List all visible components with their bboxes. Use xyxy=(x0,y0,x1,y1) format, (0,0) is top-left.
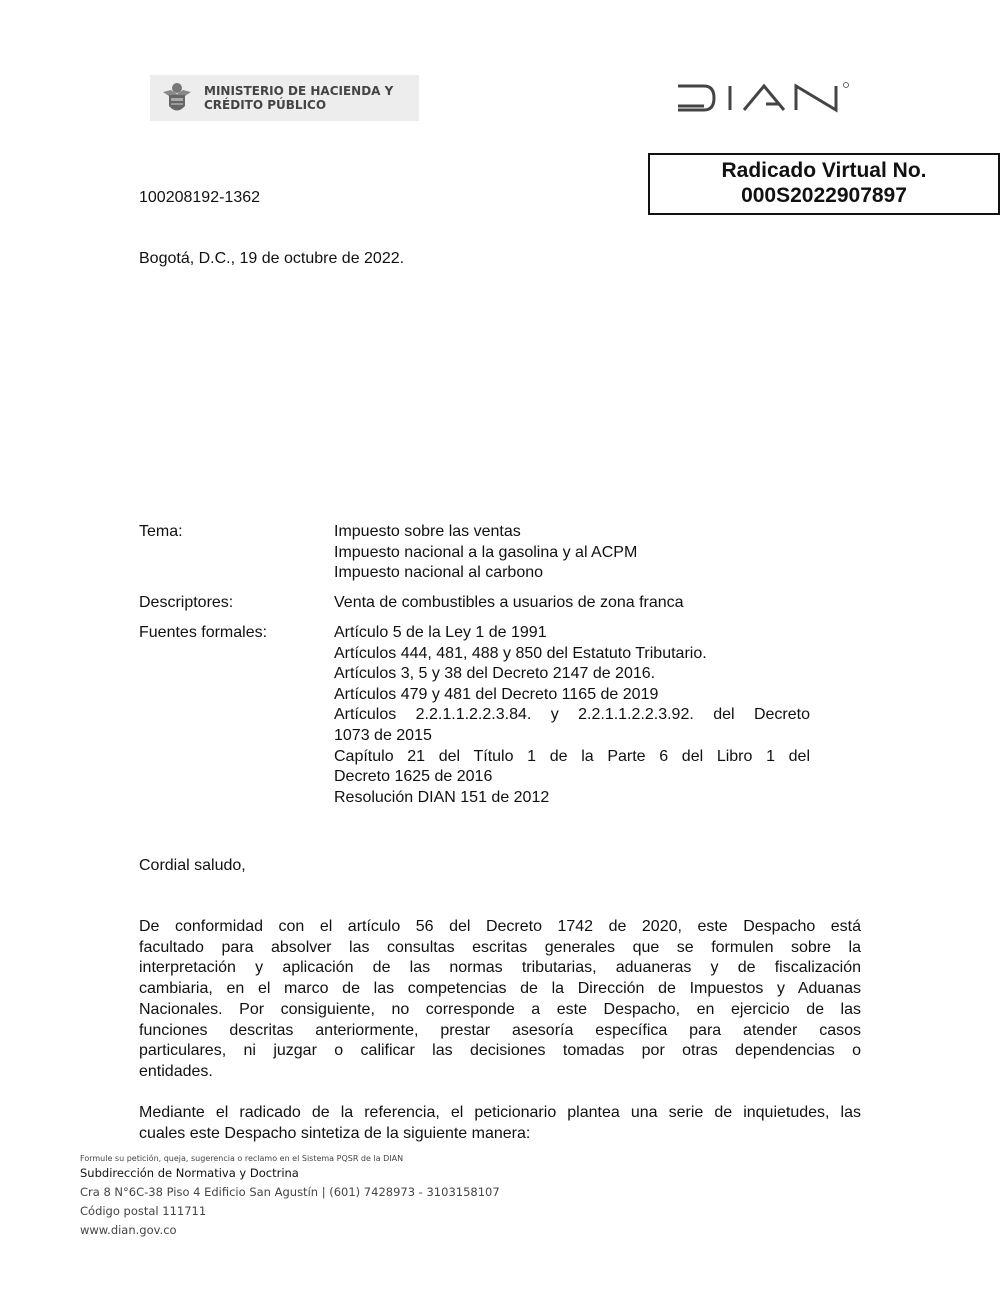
paragraph-line: particulares, ni juzgar o calificar las decisiones tomadas por otras dependencias o xyxy=(139,1042,861,1060)
footer-postal: Código postal 111711 xyxy=(80,1204,207,1218)
footer-website[interactable]: www.dian.gov.co xyxy=(80,1223,177,1237)
place-date: Bogotá, D.C., 19 de octubre de 2022. xyxy=(139,250,405,267)
ministry-logo xyxy=(150,75,419,121)
tema-values xyxy=(334,522,810,584)
tema-label: Tema: xyxy=(139,523,183,540)
radicado-box xyxy=(648,153,1000,215)
radicado-number: 000S2022907897 xyxy=(741,184,907,207)
paragraph-line: cambiaria, en el marco de las competencias de la Dirección de Impuestos y Aduanas xyxy=(139,980,861,998)
fuente-item: Artículos 2.2.1.1.2.2.3.84. y 2.2.1.1.2.2.3.92. del Decreto xyxy=(334,706,810,724)
ministry-name-line1: MINISTERIO DE HACIENDA Y xyxy=(204,84,394,98)
fuente-item: Capítulo 21 del Título 1 de la Parte 6 del Libro 1 del xyxy=(334,747,810,765)
fuente-item: Resolución DIAN 151 de 2012 xyxy=(334,788,550,806)
ministry-name-line2: CRÉDITO PÚBLICO xyxy=(204,98,327,112)
dian-logo xyxy=(674,80,854,120)
reference-number: 100208192-1362 xyxy=(139,189,261,206)
paragraph-line: Mediante el radicado de la referencia, el peticionario plantea una serie de inquietudes, las xyxy=(139,1104,861,1121)
fuente-item: 1073 de 2015 xyxy=(334,726,432,744)
descriptores-value: Venta de combustibles a usuarios de zona franca xyxy=(334,594,684,611)
footer-address: Cra 8 N°6C-38 Piso 4 Edificio San Agustín | (601) 7428973 - 3103158107 xyxy=(80,1185,500,1199)
greeting: Cordial saludo, xyxy=(139,857,246,874)
footer xyxy=(80,1154,500,1240)
paragraph-1 xyxy=(139,917,861,1083)
footer-office: Subdirección de Normativa y Doctrina xyxy=(80,1166,299,1180)
fuente-item: Decreto 1625 de 2016 xyxy=(334,768,493,786)
paragraph-line: facultado para absolver las consultas escritas generales que se formulen sobre la xyxy=(139,938,861,956)
radicado-label: Radicado Virtual No. xyxy=(721,159,927,182)
fuente-item: Artículos 444, 481, 488 y 850 del Estatuto Tributario. xyxy=(334,644,707,662)
paragraph-line: Nacionales. Por consiguiente, no corresponde a este Despacho, en ejercicio de las xyxy=(139,1000,861,1018)
paragraph-line: entidades. xyxy=(139,1062,213,1080)
footer-note: Formule su petición, queja, sugerencia o reclamo en el Sistema PQSR de la DIAN xyxy=(80,1154,404,1163)
paragraph-line: De conformidad con el artículo 56 del Decreto 1742 de 2020, este Despacho está xyxy=(139,918,861,935)
coat-of-arms-icon xyxy=(157,78,197,118)
paragraph-line: cuales este Despacho sintetiza de la siguiente manera: xyxy=(139,1124,531,1142)
tema-item: Impuesto nacional al carbono xyxy=(334,564,544,582)
paragraph-2 xyxy=(139,1103,861,1144)
tema-item: Impuesto nacional a la gasolina y al ACPM xyxy=(334,543,638,561)
fuente-item: Artículos 3, 5 y 38 del Decreto 2147 de 2016. xyxy=(334,665,656,683)
paragraph-line: funciones descritas anteriormente, prestar asesoría específica para atender casos xyxy=(139,1021,861,1039)
fuentes-label: Fuentes formales: xyxy=(139,624,268,641)
descriptores-label: Descriptores: xyxy=(139,594,234,611)
tema-item: Impuesto sobre las ventas xyxy=(334,523,521,540)
paragraph-line: interpretación y aplicación de las normas tributarias, aduaneras y de fiscalización xyxy=(139,959,861,977)
fuente-item: Artículo 5 de la Ley 1 de 1991 xyxy=(334,624,547,641)
fuente-item: Artículos 479 y 481 del Decreto 1165 de 2019 xyxy=(334,685,659,703)
fuentes-values xyxy=(334,623,810,808)
